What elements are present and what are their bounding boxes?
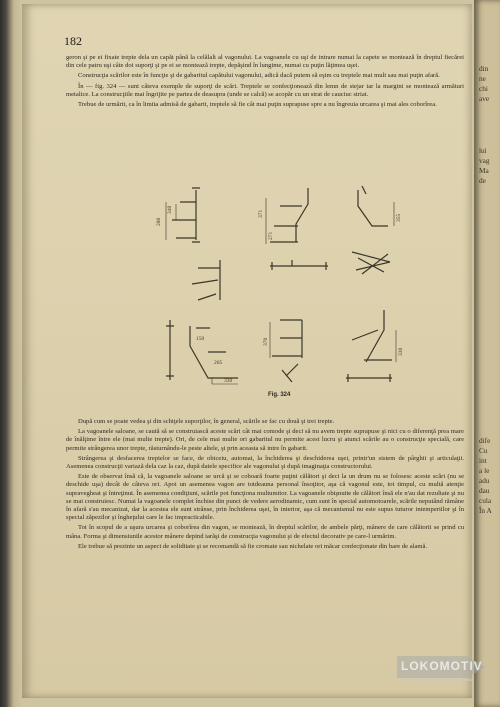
facing-page-edge [474, 0, 500, 707]
dimension-label: 205 [214, 360, 223, 366]
facing-page-fragment: int [479, 456, 487, 465]
facing-page-fragment: În A [479, 506, 492, 515]
paragraph: Construcţia scărilor este în funcţie şi de gabaritul capătului vagonului, adică dacă putem să eşim cu treptele mai mult sau mai puţin afară. [78, 72, 440, 80]
watermark-text: LOKOMOTIV [401, 659, 483, 673]
dimension-label: 271 [268, 231, 274, 240]
book-page [22, 4, 472, 698]
paragraph: Strângerea şi desfacerea treptelor se face, de obiceiu, automat, la închiderea şi deschiderea uşei, printr'un sistem de pârghii şi articulaţii. Asemenea construcţii variază dela caz la caz, după datele specifice ale vagonului şi după imaginaţia constructorului. [66, 454, 464, 471]
facing-page-fragment: Ma [479, 166, 489, 175]
facing-page-fragment: cula [479, 496, 492, 505]
lokomotiv-watermark-logo [395, 650, 487, 684]
dimension-label: 150 [196, 336, 205, 342]
facing-page-fragment: a le [479, 466, 490, 475]
paragraph: Tot în scopul de a uşura urcarea şi coborîrea din vagon, se montează, în dreptul scărilor, de ambele părţi, mânere de care călătorii se prind cu mâna. Forma şi dimensiunile acestor mânere depind iarăşi de construcţia vagonului şi de efectul decorativ pe care-l urmărim. [66, 524, 464, 540]
dimension-label: 340 [167, 205, 173, 214]
dimension-label: 330 [398, 347, 404, 356]
dimension-label: 371 [258, 209, 264, 218]
paragraph: După cum se poate vedea şi din schiţele suporţilor, în general, scările se fac cu două şi trei trepte. [78, 418, 335, 425]
facing-page-fragment: adu [479, 476, 490, 485]
facing-page-fragment: ave [479, 94, 490, 103]
facing-page-fragment: ne [479, 74, 486, 83]
facing-page-fragment: dife [479, 436, 491, 445]
support-sketch-3 [358, 186, 394, 226]
paragraph: geron şi pe ei fixate trepte dela un capăt până la celălalt al vagonului. La vagoanele cu uşi de intrare numai la capete se montează în dreptul fiecărei din cele patru uşi câte doi suporţi şi pe ei se montează trepte, depăşind în lungime, numai cu puţin lăţimea uşei. [66, 54, 464, 70]
figure-caption: Fig. 324 [268, 392, 291, 398]
dimension-label: 330 [224, 378, 233, 384]
facing-page-fragment: chi [479, 84, 488, 93]
step-supports-drawing [152, 180, 412, 402]
paragraph: La vagoanele saloane, se caută să se construiască aceste scări cât mai comode şi deci să nu avem trepte suprapuse şi nici cu o diferenţă prea mare de înălţime între ele (mai multe trepte). Ori, de cele mai multe ori gabaritul nu permite acest lucru şi atunci scările au o construcţie specială, care permite strângerea unor trepte, răsturnându-le peste altele, şi prin aceasta să intre în gabarit. [66, 428, 464, 452]
dimension-label: 370 [263, 337, 269, 346]
support-sketch-7 [166, 320, 174, 380]
text-block-top [66, 54, 464, 111]
facing-page-fragment: lui [479, 146, 487, 155]
support-sketch-5 [270, 260, 328, 270]
dimension-label: 355 [396, 213, 402, 222]
support-sketch-4 [192, 260, 220, 300]
facing-page-fragment: Cu [479, 446, 488, 455]
text-block-bottom [66, 418, 464, 553]
support-sketch-9 [270, 320, 302, 382]
paragraph: Trebue de urmărit, ca în limita admisă de gabarit, treptele să fie cât mai puţin suprapuse spre a nu îngreuia urcarea şi mai ales coborîrea. [78, 101, 437, 109]
facing-page-fragment: vag [479, 156, 490, 165]
support-sketch-1 [166, 188, 200, 242]
support-sketch-10 [346, 310, 396, 382]
dimension-label: 280 [156, 217, 162, 226]
facing-page-fragment: din [479, 64, 489, 73]
support-sketch-8 [190, 326, 238, 384]
facing-page-fragment: dau [479, 486, 490, 495]
figure-324 [152, 180, 412, 402]
paragraph: Ele trebue să prezinte un aspect de soliditate şi se recomandă să fie cromate sau nichelate ori măcar confecţionate din bare de alamă. [78, 542, 428, 550]
facing-page-fragment: de [479, 176, 486, 185]
paragraph: Este de observat însă că, la vagoanele saloane se urcă şi se coboară foarte puţini călători şi deci la un drum nu se folosesc aceste scări (nu se deschide uşa) decât de câteva ori. Apoi un asemenea vagon are totdeauna personal însoţitor, aşa că vagonul este, tot timpul, cu multă atenţie supravegheat şi întreţinut. În asemenea condiţiuni, scările pot funcţiona multumitor. La vagoanele obişnuite de călători însă ele n'au dat rezultate şi nu se mai construiesc. Numai la vagoanele complet închise din punct de vedere aerodinamic, cum sunt în special automotoarele, scările neputând rămâne în afară s'au mecanizat, dar la acestea ele sunt strânse, prin închiderea uşei, în interior, aşa că mecanismul nu este supus tuturor intemperiilor şi în special zăpezilor şi îngheţului care le fac impracticabile. [66, 473, 464, 522]
support-sketch-6 [352, 252, 390, 274]
paragraph: În — fig. 324 — sunt câteva exemple de suporţi de scări. Treptele se confecţionează din lemn de stejar iar la margini se montează armături metalice. La construcţiile mai îngrijite pe partea de deasupra (unde se calcă) se acopăr cu un strat de cauciuc striat. [66, 82, 464, 98]
page-number: 182 [64, 34, 82, 48]
